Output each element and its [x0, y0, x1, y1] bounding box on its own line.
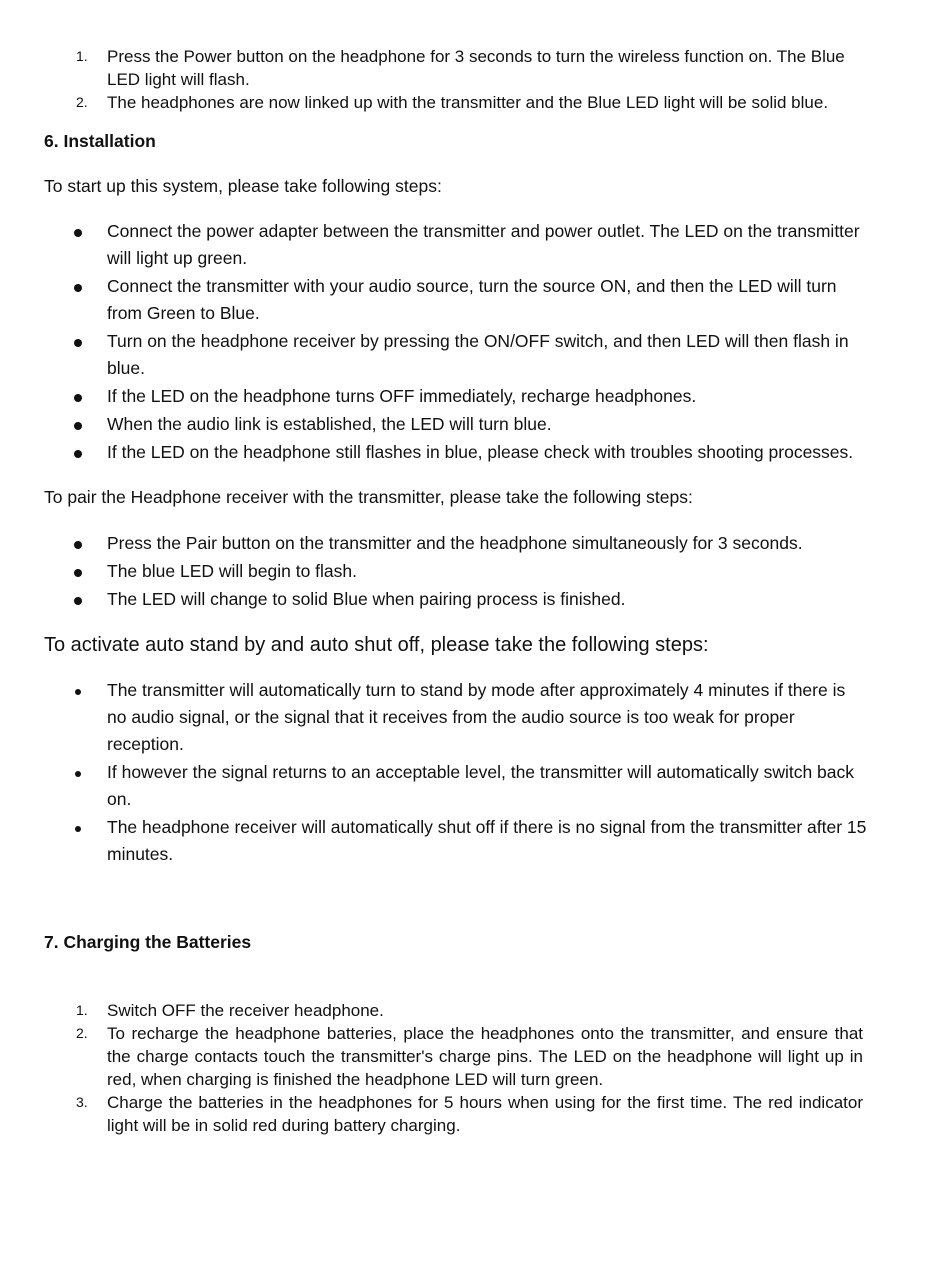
list-item-text: If however the signal returns to an acceptable level, the transmitter will automatically switch back on.	[107, 762, 855, 809]
list-item	[0, 814, 950, 868]
list-number: 2.	[76, 1025, 88, 1041]
charging-steps-list	[0, 999, 950, 1137]
list-item	[0, 411, 950, 438]
installation-intro: To start up this system, please take following steps:	[44, 176, 442, 196]
bullet-icon	[75, 689, 81, 695]
list-item	[0, 45, 950, 91]
list-item	[0, 759, 950, 813]
bullet-icon	[75, 826, 81, 832]
list-item-text: Turn on the headphone receiver by pressing the ON/OFF switch, and then LED will then flash in blue.	[107, 331, 849, 378]
list-item-text: Connect the power adapter between the transmitter and power outlet. The LED on the transmitter will light up green.	[107, 221, 860, 268]
auto-intro: To activate auto stand by and auto shut off, please take the following steps:	[44, 634, 709, 656]
list-item	[0, 328, 950, 382]
list-item-text: Charge the batteries in the headphones for 5 hours when using for the first time. The red indicator light will be in solid red during battery charging.	[107, 1093, 863, 1135]
list-item-text: If the LED on the headphone turns OFF immediately, recharge headphones.	[107, 386, 697, 406]
charging-heading: 7. Charging the Batteries	[44, 932, 252, 952]
installation-heading: 6. Installation	[44, 131, 156, 151]
list-item-text: To recharge the headphone batteries, place the headphones onto the transmitter, and ensure that the charge contacts touch the transmitter's charge pins. The LED on the headphone will light up in red, when charging is finished the headphone LED will turn green.	[107, 1024, 863, 1089]
list-item-text: If the LED on the headphone still flashes in blue, please check with troubles shooting processes.	[107, 442, 854, 462]
bullet-icon	[74, 394, 82, 402]
list-item	[0, 91, 950, 114]
list-number: 1.	[76, 48, 88, 64]
bullet-icon	[74, 541, 82, 549]
bullet-icon	[74, 450, 82, 458]
list-item-text: The LED will change to solid Blue when pairing process is finished.	[107, 589, 626, 609]
list-item	[0, 218, 950, 272]
list-item	[0, 383, 950, 410]
list-item-text: Press the Pair button on the transmitter and the headphone simultaneously for 3 seconds.	[107, 533, 803, 553]
bullet-icon	[74, 284, 82, 292]
bullet-icon	[75, 771, 81, 777]
auto-steps-list	[0, 677, 950, 869]
bullet-icon	[74, 422, 82, 430]
list-item	[0, 999, 950, 1022]
bullet-icon	[74, 229, 82, 237]
list-item	[0, 530, 950, 557]
list-item	[0, 1022, 950, 1091]
list-item-text: When the audio link is established, the LED will turn blue.	[107, 414, 552, 434]
list-item	[0, 1091, 950, 1137]
list-item	[0, 439, 950, 466]
pair-intro: To pair the Headphone receiver with the transmitter, please take the following steps:	[44, 487, 693, 507]
bullet-icon	[74, 339, 82, 347]
list-item	[0, 273, 950, 327]
list-item-text: The transmitter will automatically turn to stand by mode after approximately 4 minutes if there is no audio signal, or the signal that it receives from the audio source is too weak for proper reception.	[107, 680, 846, 754]
list-item	[0, 558, 950, 585]
list-item-text: Connect the transmitter with your audio source, turn the source ON, and then the LED will turn from Green to Blue.	[107, 276, 837, 323]
list-item	[0, 677, 950, 758]
list-item-text: Switch OFF the receiver headphone.	[107, 1001, 384, 1020]
list-item-text: The blue LED will begin to flash.	[107, 561, 357, 581]
list-item	[0, 586, 950, 613]
pair-steps-list	[0, 530, 950, 614]
list-item-text: Press the Power button on the headphone for 3 seconds to turn the wireless function on. The Blue LED light will flash.	[107, 47, 845, 89]
list-item-text: The headphone receiver will automatically shut off if there is no signal from the transmitter after 15 minutes.	[107, 817, 867, 864]
list-number: 1.	[76, 1002, 88, 1018]
bullet-icon	[74, 569, 82, 577]
list-number: 2.	[76, 94, 88, 110]
installation-steps-list	[0, 218, 950, 467]
wireless-steps-list	[0, 45, 950, 114]
bullet-icon	[74, 597, 82, 605]
list-number: 3.	[76, 1094, 88, 1110]
list-item-text: The headphones are now linked up with the transmitter and the Blue LED light will be solid blue.	[107, 93, 829, 112]
